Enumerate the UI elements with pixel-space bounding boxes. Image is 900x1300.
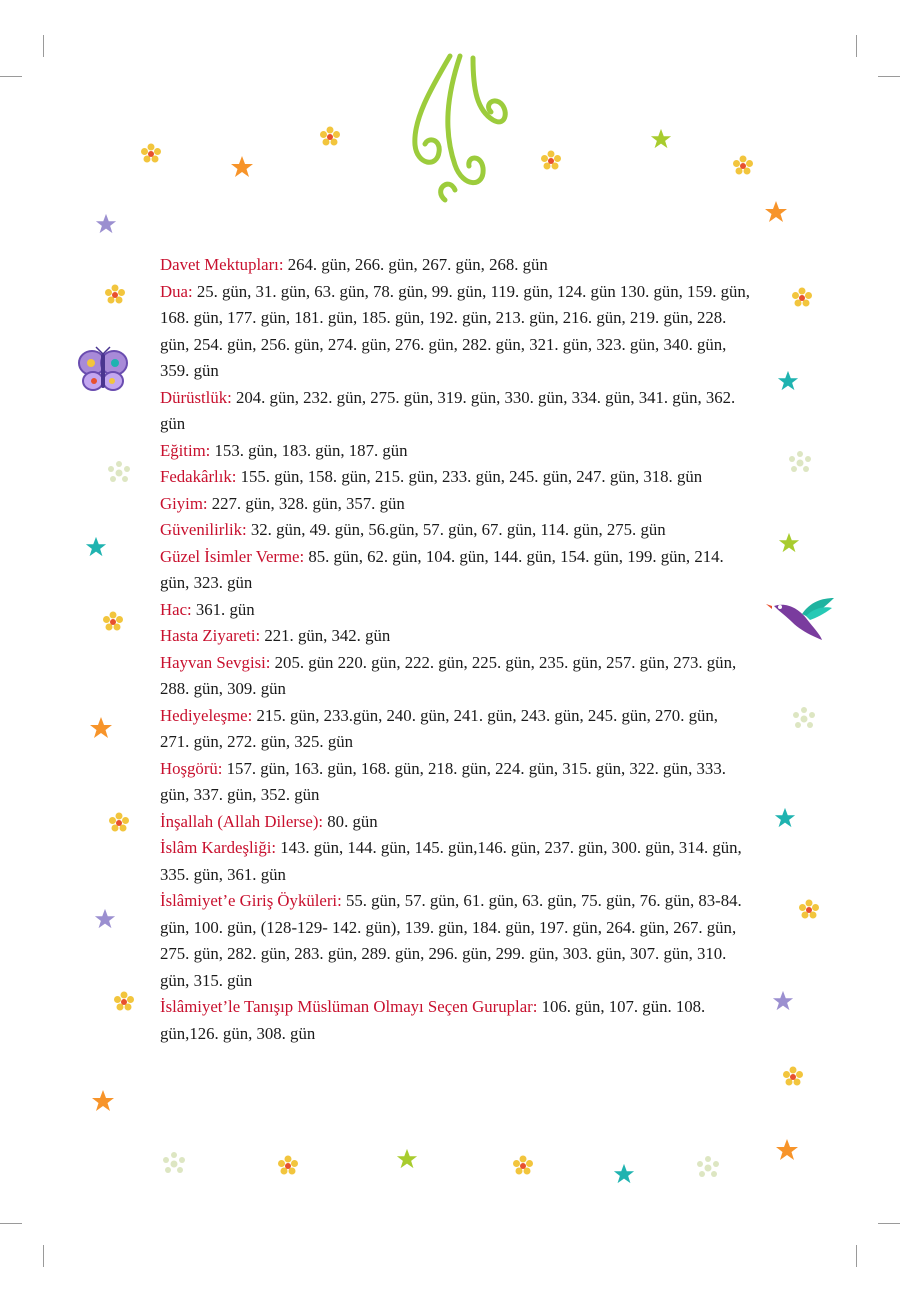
- star-icon: [396, 1148, 418, 1170]
- index-refs: 32. gün, 49. gün, 56.gün, 57. gün, 67. gün, 114. gün, 275. gün: [246, 520, 666, 539]
- dotted-flower-icon: [787, 450, 813, 476]
- index-refs: 221. gün, 342. gün: [260, 626, 391, 645]
- index-term: İnşallah (Allah Dilerse):: [160, 811, 324, 831]
- flower-icon: [540, 150, 562, 172]
- green-swirl-illustration: [385, 50, 515, 210]
- flower-icon: [798, 899, 820, 921]
- index-term: Fedakârlık:: [160, 467, 237, 486]
- star-icon: [94, 908, 116, 930]
- flower-icon: [732, 155, 754, 177]
- dotted-flower-icon: [106, 460, 132, 486]
- index-refs: 264. gün, 266. gün, 267. gün, 268. gün: [283, 255, 548, 274]
- index-refs: 153. gün, 183. gün, 187. gün: [210, 440, 408, 460]
- index-term: Dürüstlük:: [160, 387, 232, 407]
- star-icon: [772, 990, 794, 1012]
- index-entry: [160, 623, 750, 650]
- index-entry: [160, 464, 750, 491]
- star-icon: [230, 155, 254, 179]
- flower-icon: [140, 143, 162, 165]
- star-icon: [777, 370, 799, 392]
- index-term: Hediyeleşme:: [160, 705, 253, 725]
- flower-icon: [782, 1066, 804, 1088]
- flower-icon: [108, 812, 130, 834]
- index-refs: 55. gün, 57. gün, 61. gün, 63. gün, 75. gün, 76. gün, 83-84. gün, 100. gün, (128-129- 142. gün), 139. gün, 184. gün, 197. gün, 264. gün, 267. gün, 275. gün, 282. gün, 283. gün, 289. gün, 296. gün, 299. gün, 303. gün, 307. gün, 310. gün, 315. gün: [160, 891, 742, 990]
- index-refs: 80. gün: [323, 811, 378, 831]
- flower-icon: [104, 284, 126, 306]
- dotted-flower-icon: [161, 1151, 187, 1177]
- index-term: Güzel İsimler Verme:: [160, 546, 305, 566]
- crop-mark: [856, 1245, 857, 1267]
- star-icon: [95, 213, 117, 235]
- index-refs: 205. gün 220. gün, 222. gün, 225. gün, 235. gün, 257. gün, 273. gün, 288. gün, 309. gün: [160, 652, 737, 698]
- flower-icon: [277, 1155, 299, 1177]
- index-term: Hayvan Sevgisi:: [160, 652, 271, 672]
- index-term: İslâmiyet’e Giriş Öyküleri:: [160, 891, 342, 910]
- index-entry: [160, 809, 750, 836]
- index-list: [160, 252, 750, 1047]
- butterfly-illustration: [76, 346, 132, 396]
- index-entry: [160, 252, 750, 279]
- flower-icon: [512, 1155, 534, 1177]
- star-icon: [613, 1163, 635, 1185]
- index-term: Hasta Ziyareti:: [160, 626, 261, 645]
- index-entry: [160, 888, 750, 994]
- crop-mark: [43, 1245, 44, 1267]
- index-term: Hoşgörü:: [160, 758, 223, 778]
- index-refs: 215. gün, 233.gün, 240. gün, 241. gün, 243. gün, 245. gün, 270. gün, 271. gün, 272. gün, 325. gün: [160, 705, 718, 751]
- index-refs: 106. gün, 107. gün. 108. gün,126. gün, 308. gün: [160, 997, 706, 1043]
- crop-mark: [878, 76, 900, 77]
- star-icon: [778, 532, 800, 554]
- star-icon: [764, 200, 788, 224]
- index-entry: [160, 597, 750, 624]
- index-refs: 361. gün: [191, 599, 255, 619]
- index-entry: [160, 756, 750, 809]
- star-icon: [775, 1138, 799, 1162]
- index-entry: [160, 438, 750, 465]
- crop-mark: [878, 1223, 900, 1224]
- index-refs: 204. gün, 232. gün, 275. gün, 319. gün, 330. gün, 334. gün, 341. gün, 362. gün: [160, 387, 736, 433]
- index-term: Eğitim:: [160, 440, 211, 460]
- index-term: Dua:: [160, 281, 193, 301]
- index-refs: 143. gün, 144. gün, 145. gün,146. gün, 237. gün, 300. gün, 314. gün, 335. gün, 361. gün: [160, 838, 742, 884]
- index-entry: [160, 835, 750, 888]
- index-entry: [160, 491, 750, 518]
- index-entry: [160, 517, 750, 544]
- index-term: Güvenilirlik:: [160, 520, 247, 539]
- crop-mark: [43, 35, 44, 57]
- flower-icon: [113, 991, 135, 1013]
- index-term: Hac:: [160, 599, 192, 619]
- index-entry: [160, 994, 750, 1047]
- index-entry: [160, 544, 750, 597]
- index-refs: 227. gün, 328. gün, 357. gün: [207, 493, 405, 513]
- index-entry: [160, 279, 750, 385]
- star-icon: [774, 807, 796, 829]
- index-refs: 25. gün, 31. gün, 63. gün, 78. gün, 99. gün, 119. gün, 124. gün 130. gün, 159. gün, 168. gün, 177. gün, 181. gün, 185. gün, 192. gün, 213. gün, 216. gün, 219. gün, 228. gün, 254. gün, 256. gün, 274. gün, 276. gün, 282. gün, 321. gün, 323. gün, 340. gün, 359. gün: [160, 281, 750, 380]
- flower-icon: [319, 126, 341, 148]
- index-term: İslâmiyet’le Tanışıp Müslüman Olmayı Seçen Guruplar:: [160, 997, 538, 1016]
- dotted-flower-icon: [791, 706, 817, 732]
- index-refs: 157. gün, 163. gün, 168. gün, 218. gün, 224. gün, 315. gün, 322. gün, 333. gün, 337. gün, 352. gün: [160, 758, 726, 804]
- index-term: Giyim:: [160, 493, 208, 513]
- dotted-flower-icon: [695, 1155, 721, 1181]
- crop-mark: [856, 35, 857, 57]
- index-refs: 155. gün, 158. gün, 215. gün, 233. gün, 245. gün, 247. gün, 318. gün: [236, 467, 703, 486]
- index-entry: [160, 385, 750, 438]
- index-term: İslâm Kardeşliği:: [160, 838, 277, 857]
- index-refs: 85. gün, 62. gün, 104. gün, 144. gün, 154. gün, 199. gün, 214. gün, 323. gün: [160, 546, 724, 592]
- crop-mark: [0, 76, 22, 77]
- star-icon: [85, 536, 107, 558]
- bird-illustration: [766, 594, 838, 644]
- star-icon: [89, 716, 113, 740]
- star-icon: [650, 128, 672, 150]
- flower-icon: [102, 611, 124, 633]
- index-entry: [160, 650, 750, 703]
- flower-icon: [791, 287, 813, 309]
- index-entry: [160, 703, 750, 756]
- crop-mark: [0, 1223, 22, 1224]
- star-icon: [91, 1089, 115, 1113]
- index-term: Davet Mektupları:: [160, 255, 284, 274]
